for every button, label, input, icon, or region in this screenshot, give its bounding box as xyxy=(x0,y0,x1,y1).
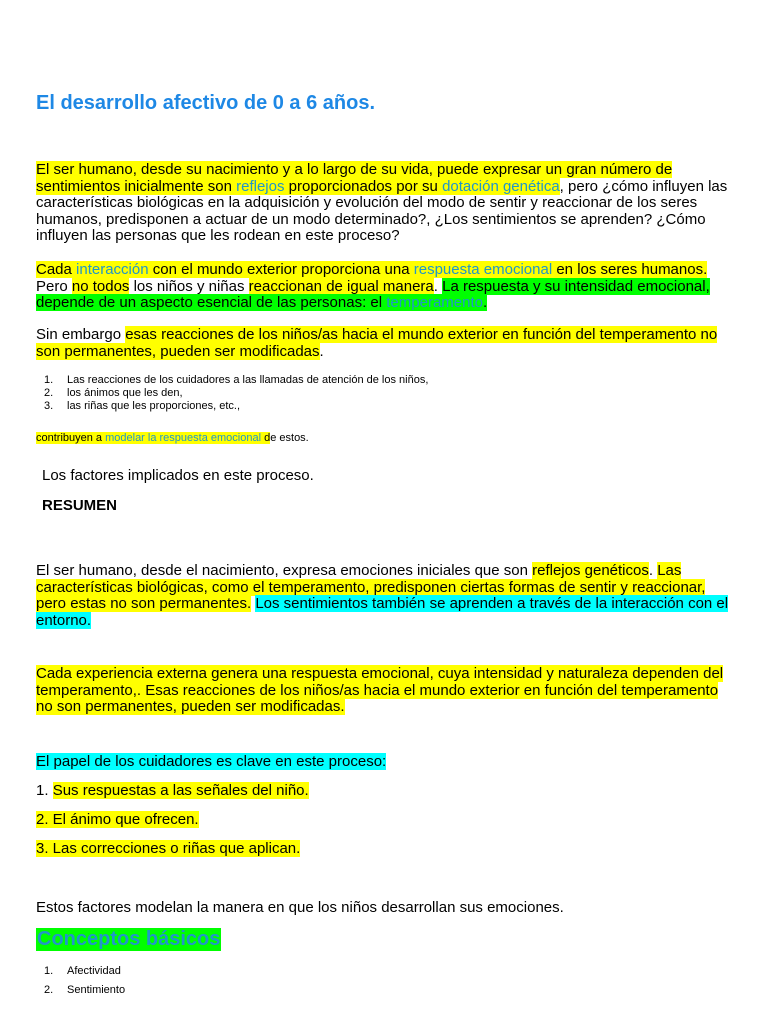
numbered-list-conceptos xyxy=(36,965,736,997)
list-item xyxy=(36,387,736,400)
text-run: El ser humano, desde el nacimiento, expresa emociones iniciales que son xyxy=(36,562,533,579)
text-run: , pero ¿cómo influyen las características biológicas en la adquisición y evolución del modo de sentir y reaccionar de los seres humanos, predisponen a actuar de un modo determinado?, ¿Los sentimientos se aprenden? ¿Cómo influyen las personas que les rodean en este proceso? xyxy=(36,177,728,244)
list-number: 1. xyxy=(44,374,54,386)
text-run: . xyxy=(319,342,324,360)
highlight-item-2: 2. El ánimo que ofrecen. xyxy=(36,811,199,828)
papel-text xyxy=(36,753,386,770)
list-text: Afectividad xyxy=(67,965,121,977)
highlight-reflejos: reflejos xyxy=(236,177,285,195)
text-run: Pero xyxy=(36,277,72,295)
paragraph-sin-embargo xyxy=(36,327,736,360)
highlight-respuesta: respuesta emocional xyxy=(413,261,553,278)
highlight-modelar: modelar la respuesta emocional xyxy=(105,432,262,444)
text-run: Sin embargo xyxy=(36,326,126,343)
resumen-heading: RESUMEN xyxy=(42,497,118,514)
highlight-reaccionan: reaccionan de igual manera xyxy=(248,277,434,295)
list-item xyxy=(36,965,736,978)
list-number: 1. xyxy=(44,965,54,977)
highlight-item-3: 3. Las correcciones o riñas que aplican. xyxy=(36,840,301,857)
list-number: 2. xyxy=(44,984,54,996)
text-run: . xyxy=(482,294,488,311)
text-run: . xyxy=(648,562,658,579)
estos-factores-text: Estos factores modelan la manera en que los niños desarrollan sus emociones. xyxy=(36,899,564,916)
item-3 xyxy=(36,840,300,857)
text-run: d xyxy=(261,432,271,444)
page-title: El desarrollo afectivo de 0 a 6 años. xyxy=(36,92,376,114)
factores-text: Los factores implicados en este proceso. xyxy=(42,467,314,484)
text-run: . xyxy=(433,277,443,295)
text-run: e estos. xyxy=(270,432,309,444)
highlight-dotacion: dotación genética xyxy=(442,177,560,195)
paragraph-resumen-2 xyxy=(36,666,736,716)
highlight-interaccion: interacción xyxy=(76,261,149,278)
item-1 xyxy=(36,782,309,799)
highlight-no-todos: no todos xyxy=(71,277,130,295)
text-run: los niños y niñas xyxy=(129,277,249,295)
highlight-green-respuesta: La respuesta y su intensidad emocional, depende de un aspecto esencial de las personas: el xyxy=(36,277,710,311)
highlight-item-1: Sus respuestas a las señales del niño. xyxy=(52,782,309,799)
list-text: las riñas que les proporciones, etc., xyxy=(67,400,241,412)
item-number: 1. xyxy=(36,782,53,799)
highlight-temperamento: temperamento xyxy=(386,294,483,311)
text-run: Cada xyxy=(36,261,77,278)
highlight-cada-experiencia: Cada experiencia externa genera una respuesta emocional, cuya intensidad y naturaleza dependen del temperamento,. Esas reacciones de los niños/as hacia el mundo exterior en función del temperamento no son permanentes, pueden ser modificadas. xyxy=(36,665,724,715)
list-number: 2. xyxy=(44,387,54,399)
paragraph-interaccion xyxy=(36,262,736,312)
list-item xyxy=(36,374,736,387)
text-run: contribuyen a xyxy=(36,432,106,444)
paragraph-intro xyxy=(36,162,736,245)
numbered-list-reacciones xyxy=(36,374,736,413)
list-text: Sentimiento xyxy=(67,984,126,996)
conceptos-heading: Conceptos básicos xyxy=(37,928,221,950)
list-item xyxy=(36,984,736,997)
highlight-caracteristicas: Las características biológicas, como el temperamento, predisponen ciertas formas de sentir y reaccionar, pero estas no son permanentes. xyxy=(36,562,706,612)
highlight-papel: El papel de los cuidadores es clave en este proceso: xyxy=(36,753,387,770)
list-text: Las reacciones de los cuidadores a las llamadas de atención de los niños, xyxy=(67,374,429,386)
list-text: los ánimos que les den, xyxy=(67,387,183,399)
text-run: en los seres humanos. xyxy=(552,261,708,278)
item-2 xyxy=(36,811,199,828)
highlight-sentimientos: Los sentimientos también se aprenden a través de la interacción con el entorno. xyxy=(36,595,729,629)
list-number: 3. xyxy=(44,400,54,412)
highlight-reacciones: esas reacciones de los niños/as hacia el mundo exterior en función del temperamento no son permanentes, pueden ser modificadas xyxy=(36,326,718,360)
list-item xyxy=(36,400,736,413)
paragraph-resumen-1 xyxy=(36,563,736,629)
paragraph-contribuyen xyxy=(36,432,309,445)
text-run: proporcionados por su xyxy=(284,177,443,195)
highlight-reflejos-geneticos: reflejos genéticos xyxy=(532,562,649,579)
text-run: El ser humano, desde su nacimiento y a lo largo de su vida, puede expresar un gran número de sentimientos inicialmente son xyxy=(36,161,673,195)
text-run: con el mundo exterior proporciona una xyxy=(148,261,414,278)
